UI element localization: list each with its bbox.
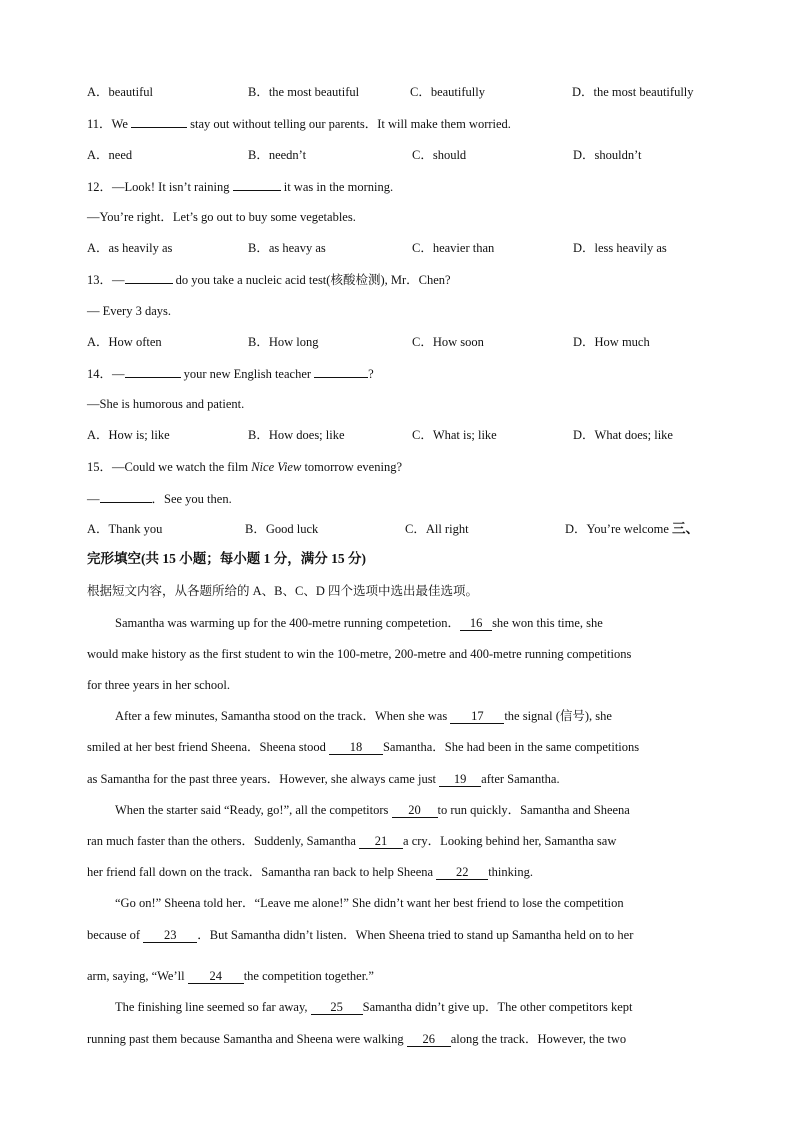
passage-line: for three years in her school.: [87, 678, 230, 692]
passage-text: Samantha was warming up for the 400-metre running competetion．: [115, 616, 461, 630]
passage-text: the competition together.”: [243, 969, 374, 983]
passage-text: After a few minutes, Samantha stood on the track．When she was: [115, 709, 451, 723]
passage-text: thinking.: [488, 865, 533, 879]
q15-option-d: [565, 521, 699, 537]
q14-reply: —She is humorous and patient.: [87, 397, 245, 411]
q14-blank-2: [314, 365, 368, 378]
passage-line: [87, 864, 533, 880]
q10-option-a: A．beautiful: [87, 85, 153, 99]
blank-18: 18: [329, 740, 383, 755]
blank-16: 16: [460, 616, 492, 631]
q14-stem-mid: your new English teacher: [180, 367, 315, 381]
section-title: 完形填空(共 15 小题；每小题 1 分，满分 15 分): [87, 551, 366, 566]
q14-blank-1: [125, 365, 181, 378]
blank-21: 21: [359, 834, 403, 849]
q14-option-b: B．How does; like: [248, 428, 345, 442]
q13-stem-pre: 13．—: [87, 273, 125, 287]
passage-line: [87, 771, 560, 787]
q14-stem: [87, 365, 374, 382]
q10-option-c: C．beautifully: [410, 85, 485, 99]
passage-line: [115, 802, 630, 818]
passage-line: [87, 833, 616, 849]
passage-line: [87, 1031, 626, 1047]
q11-option-d: D．shouldn’t: [573, 148, 642, 162]
passage-text: arm, saying, “We’ll: [87, 969, 188, 983]
q15-film-title: Nice View: [251, 460, 302, 474]
passage-text: When the starter said “Ready, go!”, all the competitors: [115, 803, 392, 817]
q12-stem-post: it was in the morning.: [280, 180, 394, 194]
q11-stem-pre: 11．We: [87, 117, 132, 131]
q11-option-c: C．should: [412, 148, 467, 162]
blank-25: 25: [311, 1000, 363, 1015]
blank-17: 17: [450, 709, 504, 724]
blank-23: 23: [143, 928, 197, 943]
passage-text: she won this time, she: [492, 616, 603, 630]
q15-stem: [87, 459, 402, 475]
passage-text: smiled at her best friend Sheena．Sheena stood: [87, 740, 329, 754]
passage-line: [115, 615, 603, 631]
q14-option-c: C．What is; like: [412, 428, 497, 442]
q12-option-a: A．as heavily as: [87, 241, 173, 255]
passage-text: to run quickly．Samantha and Sheena: [437, 803, 630, 817]
section-number: 三、: [672, 521, 700, 536]
q12-blank: [233, 178, 281, 191]
q14-stem-pre: 14．—: [87, 367, 125, 381]
q15-option-c: C．All right: [405, 522, 469, 536]
q15-reply-pre: —: [87, 492, 100, 506]
q15-blank: [100, 490, 152, 503]
q13-option-b: B．How long: [248, 335, 319, 349]
passage-text: because of: [87, 928, 144, 942]
passage-text: Samantha didn’t give up．The other competitors kept: [362, 1000, 633, 1014]
blank-22: 22: [436, 865, 488, 880]
passage-text: The finishing line seemed so far away,: [115, 1000, 311, 1014]
passage-line: [115, 999, 633, 1015]
q12-stem-pre: 12．—Look! It isn’t raining: [87, 180, 233, 194]
q13-stem-post: do you take a nucleic acid test(核酸检测), Mr．Chen?: [172, 273, 451, 287]
q13-blank: [125, 271, 173, 284]
q14-stem-post: ?: [368, 367, 374, 381]
blank-19: 19: [439, 772, 481, 787]
passage-line: [115, 708, 612, 724]
passage-text: ．But Samantha didn’t listen．When Sheena tried to stand up Samantha held on to her: [197, 928, 634, 942]
q13-stem: [87, 271, 451, 288]
blank-26: 26: [407, 1032, 451, 1047]
q11-option-b: B．needn’t: [248, 148, 307, 162]
passage-text: as Samantha for the past three years．However, she always came just: [87, 772, 440, 786]
q11-option-a: A．need: [87, 148, 133, 162]
section-instruction: 根据短文内容，从各题所给的 A、B、C、D 四个选项中选出最佳选项。: [87, 584, 478, 598]
q12-option-c: C．heavier than: [412, 241, 495, 255]
q11-stem: [87, 115, 511, 132]
q12-option-b: B．as heavy as: [248, 241, 326, 255]
passage-text: running past them because Samantha and Sheena were walking: [87, 1032, 407, 1046]
q13-option-a: A．How often: [87, 335, 162, 349]
q13-option-c: C．How soon: [412, 335, 484, 349]
q11-blank: [131, 115, 187, 128]
q12-stem: [87, 178, 393, 195]
passage-line: [87, 968, 374, 984]
q13-option-d: D．How much: [573, 335, 650, 349]
q11-stem-post: stay out without telling our parents．It will make them worried.: [187, 117, 511, 131]
passage-line: would make history as the first student to win the 100-metre, 200-metre and 400-metre running competitions: [87, 647, 632, 661]
q14-option-d: D．What does; like: [573, 428, 673, 442]
passage-line: [87, 927, 633, 943]
q10-option-d: D．the most beautifully: [572, 85, 694, 99]
q10-option-b: B．the most beautiful: [248, 85, 360, 99]
q15-option-b: B．Good luck: [245, 522, 319, 536]
passage-text: ran much faster than the others．Suddenly, Samantha: [87, 834, 360, 848]
q13-reply: — Every 3 days.: [87, 304, 172, 318]
blank-24: 24: [188, 969, 244, 984]
passage-line: “Go on!” Sheena told her．“Leave me alone!” She didn’t want her best friend to lose the competition: [115, 896, 624, 910]
passage-text: after Samantha.: [481, 772, 560, 786]
q14-option-a: A．How is; like: [87, 428, 170, 442]
q12-reply: —You’re right．Let’s go out to buy some vegetables.: [87, 210, 356, 224]
q15-option-d-text: D．You’re welcome: [565, 522, 669, 536]
q12-option-d: D．less heavily as: [573, 241, 667, 255]
q15-stem-pre: 15．—Could we watch the film: [87, 460, 252, 474]
q15-stem-post: tomorrow evening?: [301, 460, 402, 474]
passage-text: a cry．Looking behind her, Samantha saw: [403, 834, 617, 848]
passage-text: her friend fall down on the track．Samantha ran back to help Sheena: [87, 865, 437, 879]
passage-line: [87, 739, 639, 755]
passage-text: the signal (信号), she: [504, 709, 612, 723]
passage-text: Samantha．She had been in the same competitions: [382, 740, 640, 754]
blank-20: 20: [392, 803, 438, 818]
q15-option-a: A．Thank you: [87, 522, 163, 536]
passage-text: along the track．However, the two: [450, 1032, 627, 1046]
q15-reply: [87, 490, 232, 507]
q15-reply-post: ．See you then.: [151, 492, 232, 506]
